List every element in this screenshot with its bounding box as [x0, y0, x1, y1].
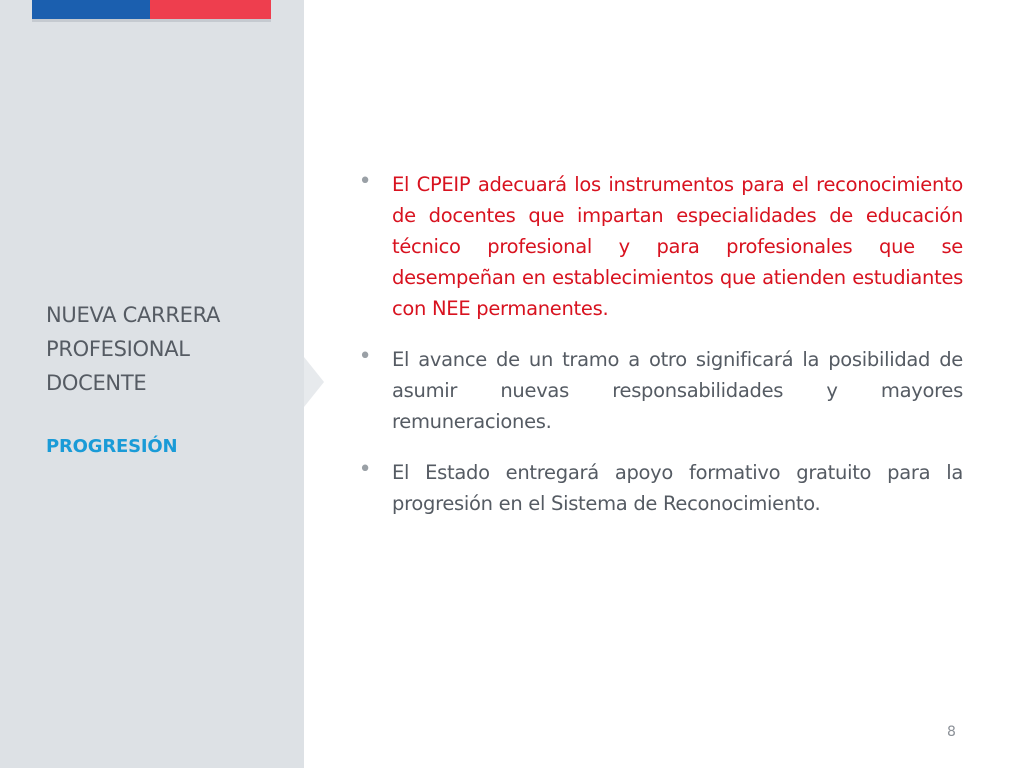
section-title-line: PROFESIONAL — [46, 337, 190, 361]
bullet-item — [358, 457, 963, 519]
bullet-dot-icon: • — [358, 457, 372, 482]
section-title — [46, 298, 286, 400]
bullet-dot-icon: • — [358, 344, 372, 369]
section-title-line: NUEVA CARRERA — [46, 303, 221, 327]
bullet-text: El Estado entregará apoyo formativo gratuito para la progresión en el Sistema de Reconocimiento. — [392, 461, 963, 515]
bullet-text: El CPEIP adecuará los instrumentos para el reconocimiento de docentes que impartan especialidades de educación técnico profesional y para profesionales que se desempeñan en establecimientos que atienden estudiantes con NEE permanentes. — [392, 173, 963, 320]
bullet-item — [358, 344, 963, 437]
flag-red-stripe — [150, 0, 271, 19]
flag-blue-stripe — [32, 0, 150, 19]
bullet-text: El avance de un tramo a otro significará la posibilidad de asumir nuevas responsabilidades y mayores remuneraciones. — [392, 348, 963, 433]
flag-shadow — [32, 19, 271, 22]
bullet-item — [358, 169, 963, 324]
bullet-dot-icon: • — [358, 169, 372, 194]
section-title-line: DOCENTE — [46, 371, 147, 395]
page-number: 8 — [947, 724, 956, 740]
bullet-list — [358, 169, 963, 539]
sidebar-pointer-arrow — [304, 357, 324, 407]
section-subtitle: PROGRESIÓN — [46, 436, 178, 457]
